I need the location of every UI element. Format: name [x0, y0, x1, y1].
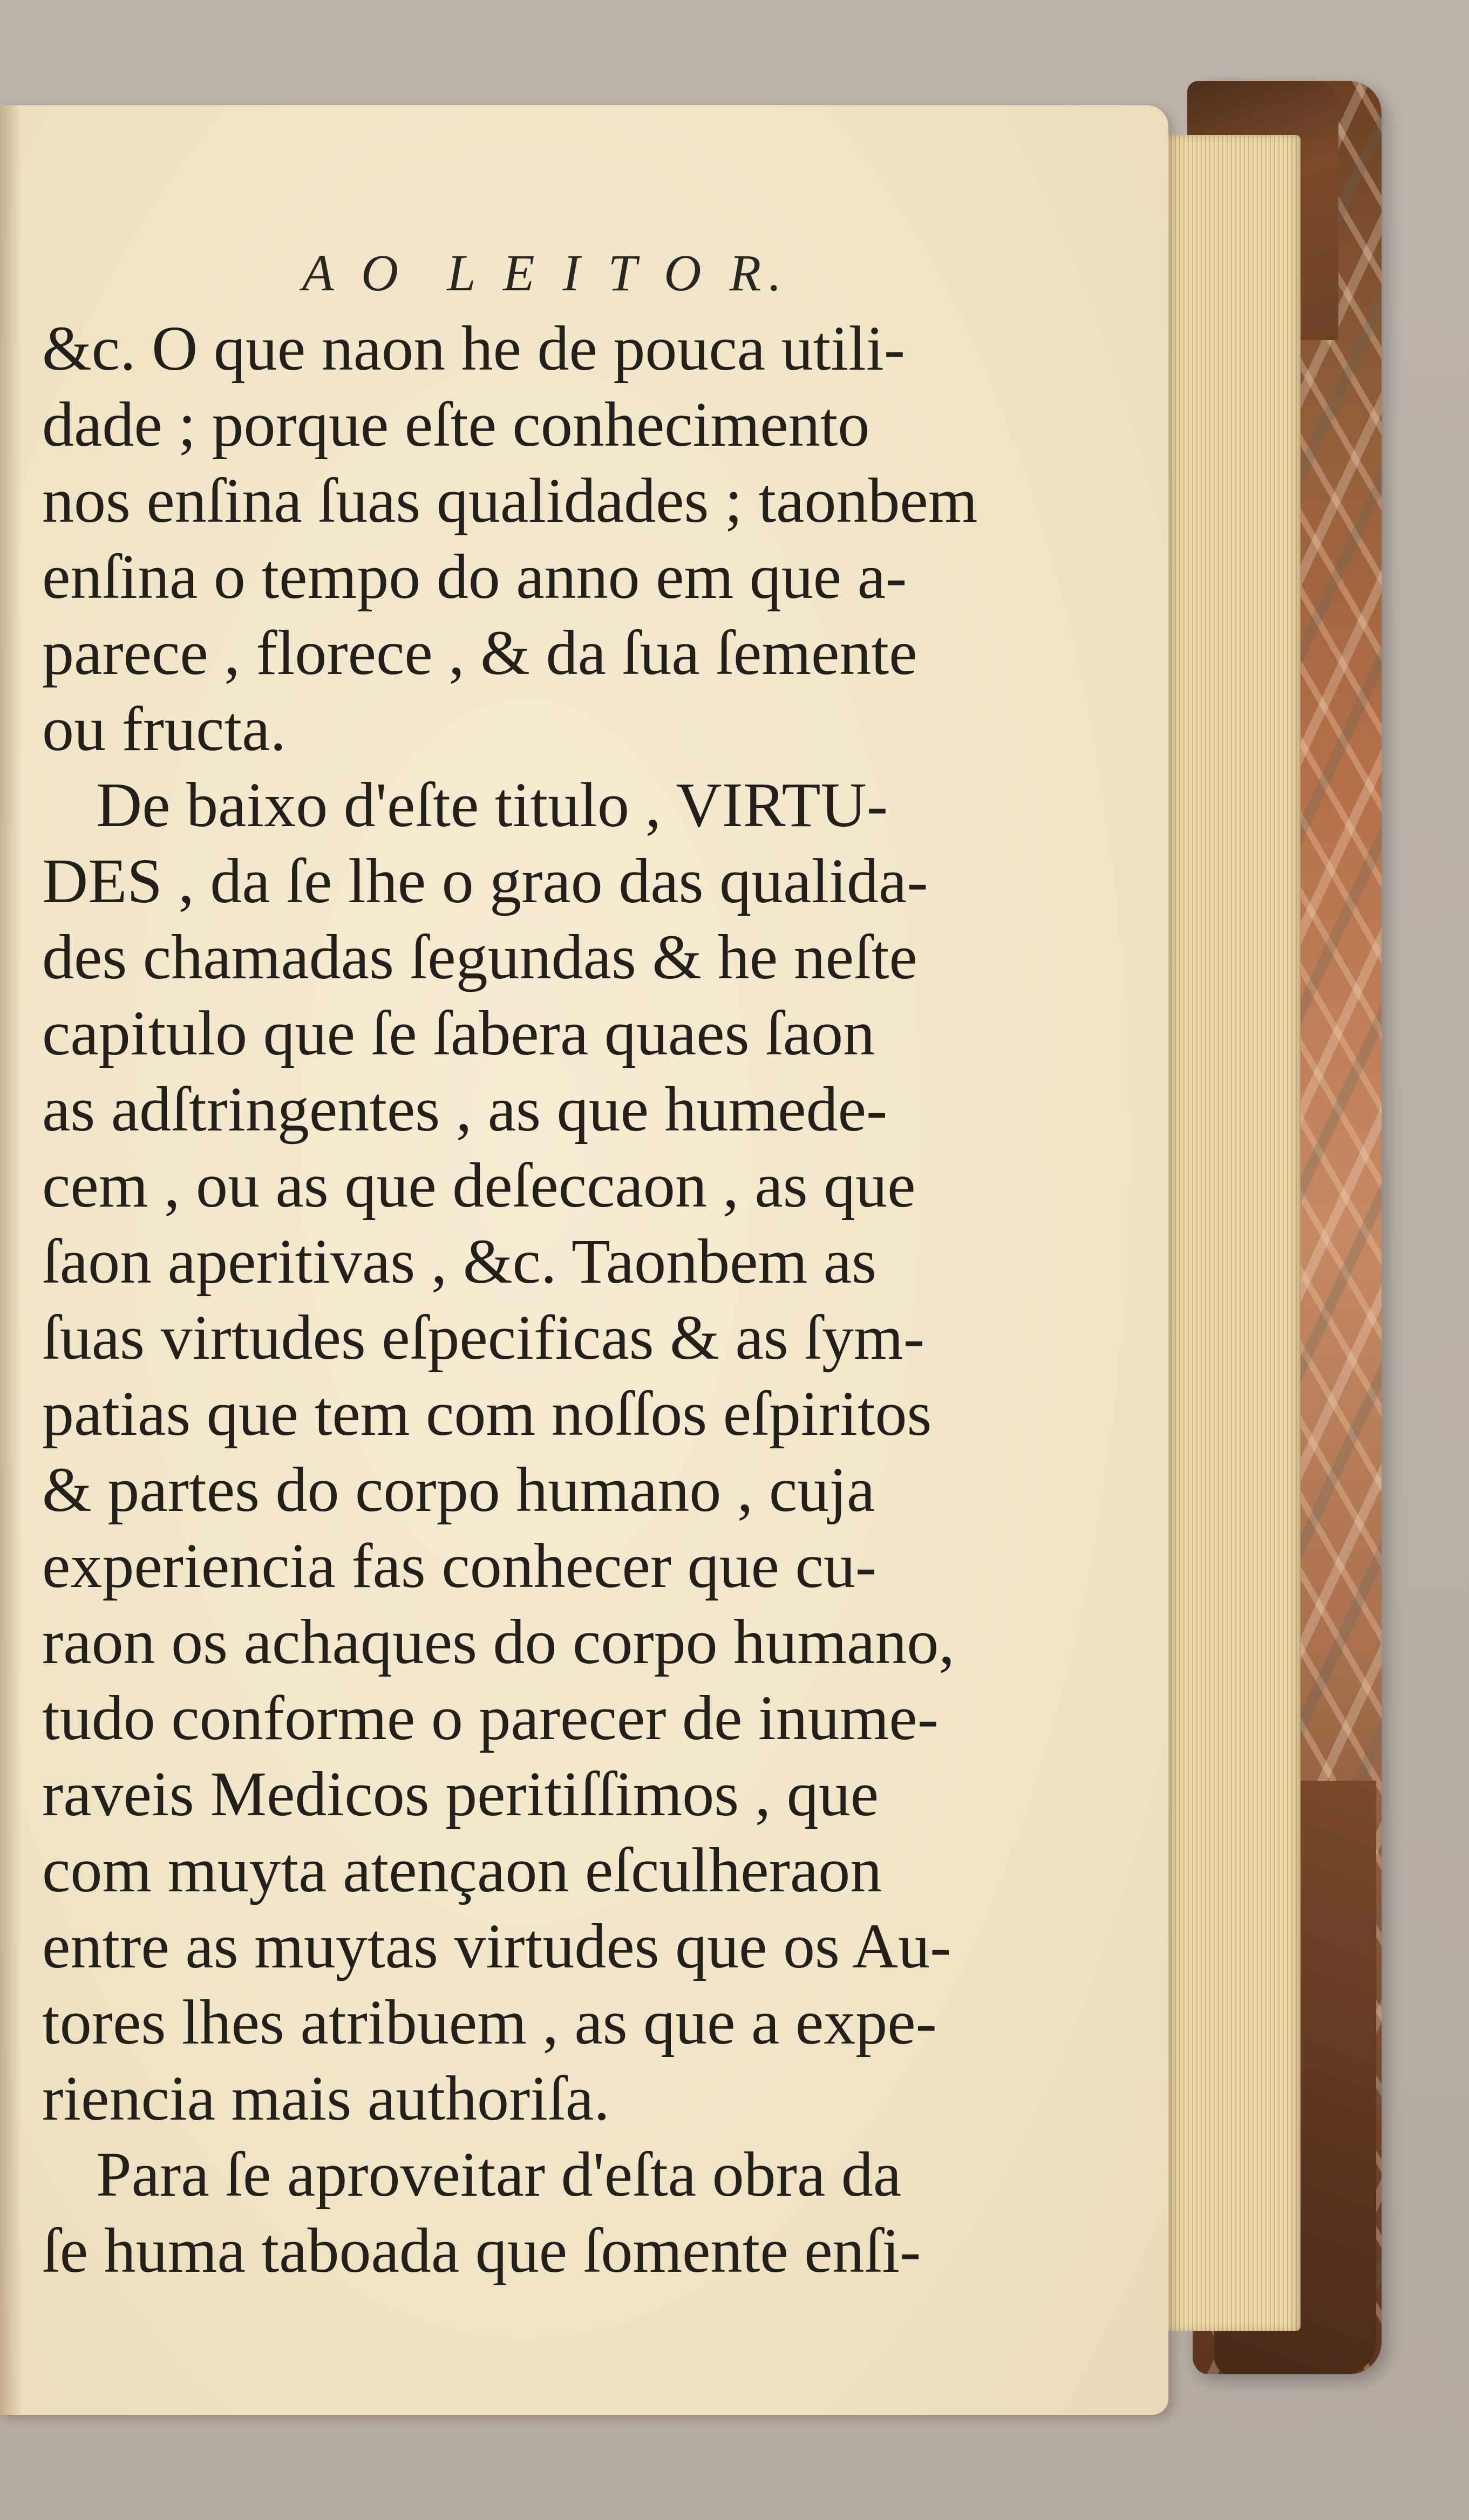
text-line: parece , florece , & da ſua ſemente [42, 617, 917, 688]
text-line: patias que tem com noſſos eſpiritos [42, 1378, 932, 1449]
text-line: capitulo que ſe ſabera quaes ſaon [42, 998, 875, 1068]
text-line: dade ; porque eſte conhecimento [42, 389, 870, 460]
running-header: A O L E I T O R. [302, 244, 790, 302]
text-line: ſuas virtudes eſpecificas & as ſym- [42, 1302, 925, 1373]
page-gutter-shadow [0, 105, 22, 2415]
page-text [42, 310, 1014, 2289]
text-line: cem , ou as que deſeccaon , as que [42, 1150, 916, 1221]
text-line: com muyta atençaon eſculheraon [42, 1835, 882, 1905]
page-block-edges [1160, 135, 1301, 2331]
text-line: ſaon aperitivas , &c. Taonbem as [42, 1226, 877, 1297]
text-line: &c. O que naon he de pouca utili- [42, 313, 906, 384]
text-line: Para ſe aproveitar d'eſta obra da [96, 2139, 902, 2210]
text-line: experiencia fas conhecer que cu- [42, 1530, 877, 1601]
text-line: ſe huma taboada que ſomente enſi- [42, 2215, 921, 2286]
text-line: raveis Medicos peritiſſimos , que [42, 1759, 879, 1829]
text-line: entre as muytas virtudes que os Au- [42, 1911, 951, 1981]
text-line: DES , da ſe lhe o grao das qualida- [42, 846, 928, 916]
text-line: nos enſina ſuas qualidades ; taonbem [42, 465, 978, 536]
text-line: enſina o tempo do anno em que a- [42, 541, 907, 612]
text-line: ou fructa. [42, 693, 287, 764]
text-line: & partes do corpo humano , cuja [42, 1454, 875, 1525]
text-line: as adſtringentes , as que humede- [42, 1074, 888, 1145]
text-line: De baixo d'eſte titulo , VIRTU- [96, 769, 888, 840]
text-line: riencia mais authoriſa. [42, 2063, 610, 2134]
text-line: raon os achaques do corpo humano, [42, 1606, 955, 1677]
text-line: tudo conforme o parecer de inume- [42, 1683, 939, 1753]
text-line: des chamadas ſegundas & he neſte [42, 922, 917, 992]
text-line: tores lhes atribuem , as que a expe- [42, 1987, 937, 2058]
